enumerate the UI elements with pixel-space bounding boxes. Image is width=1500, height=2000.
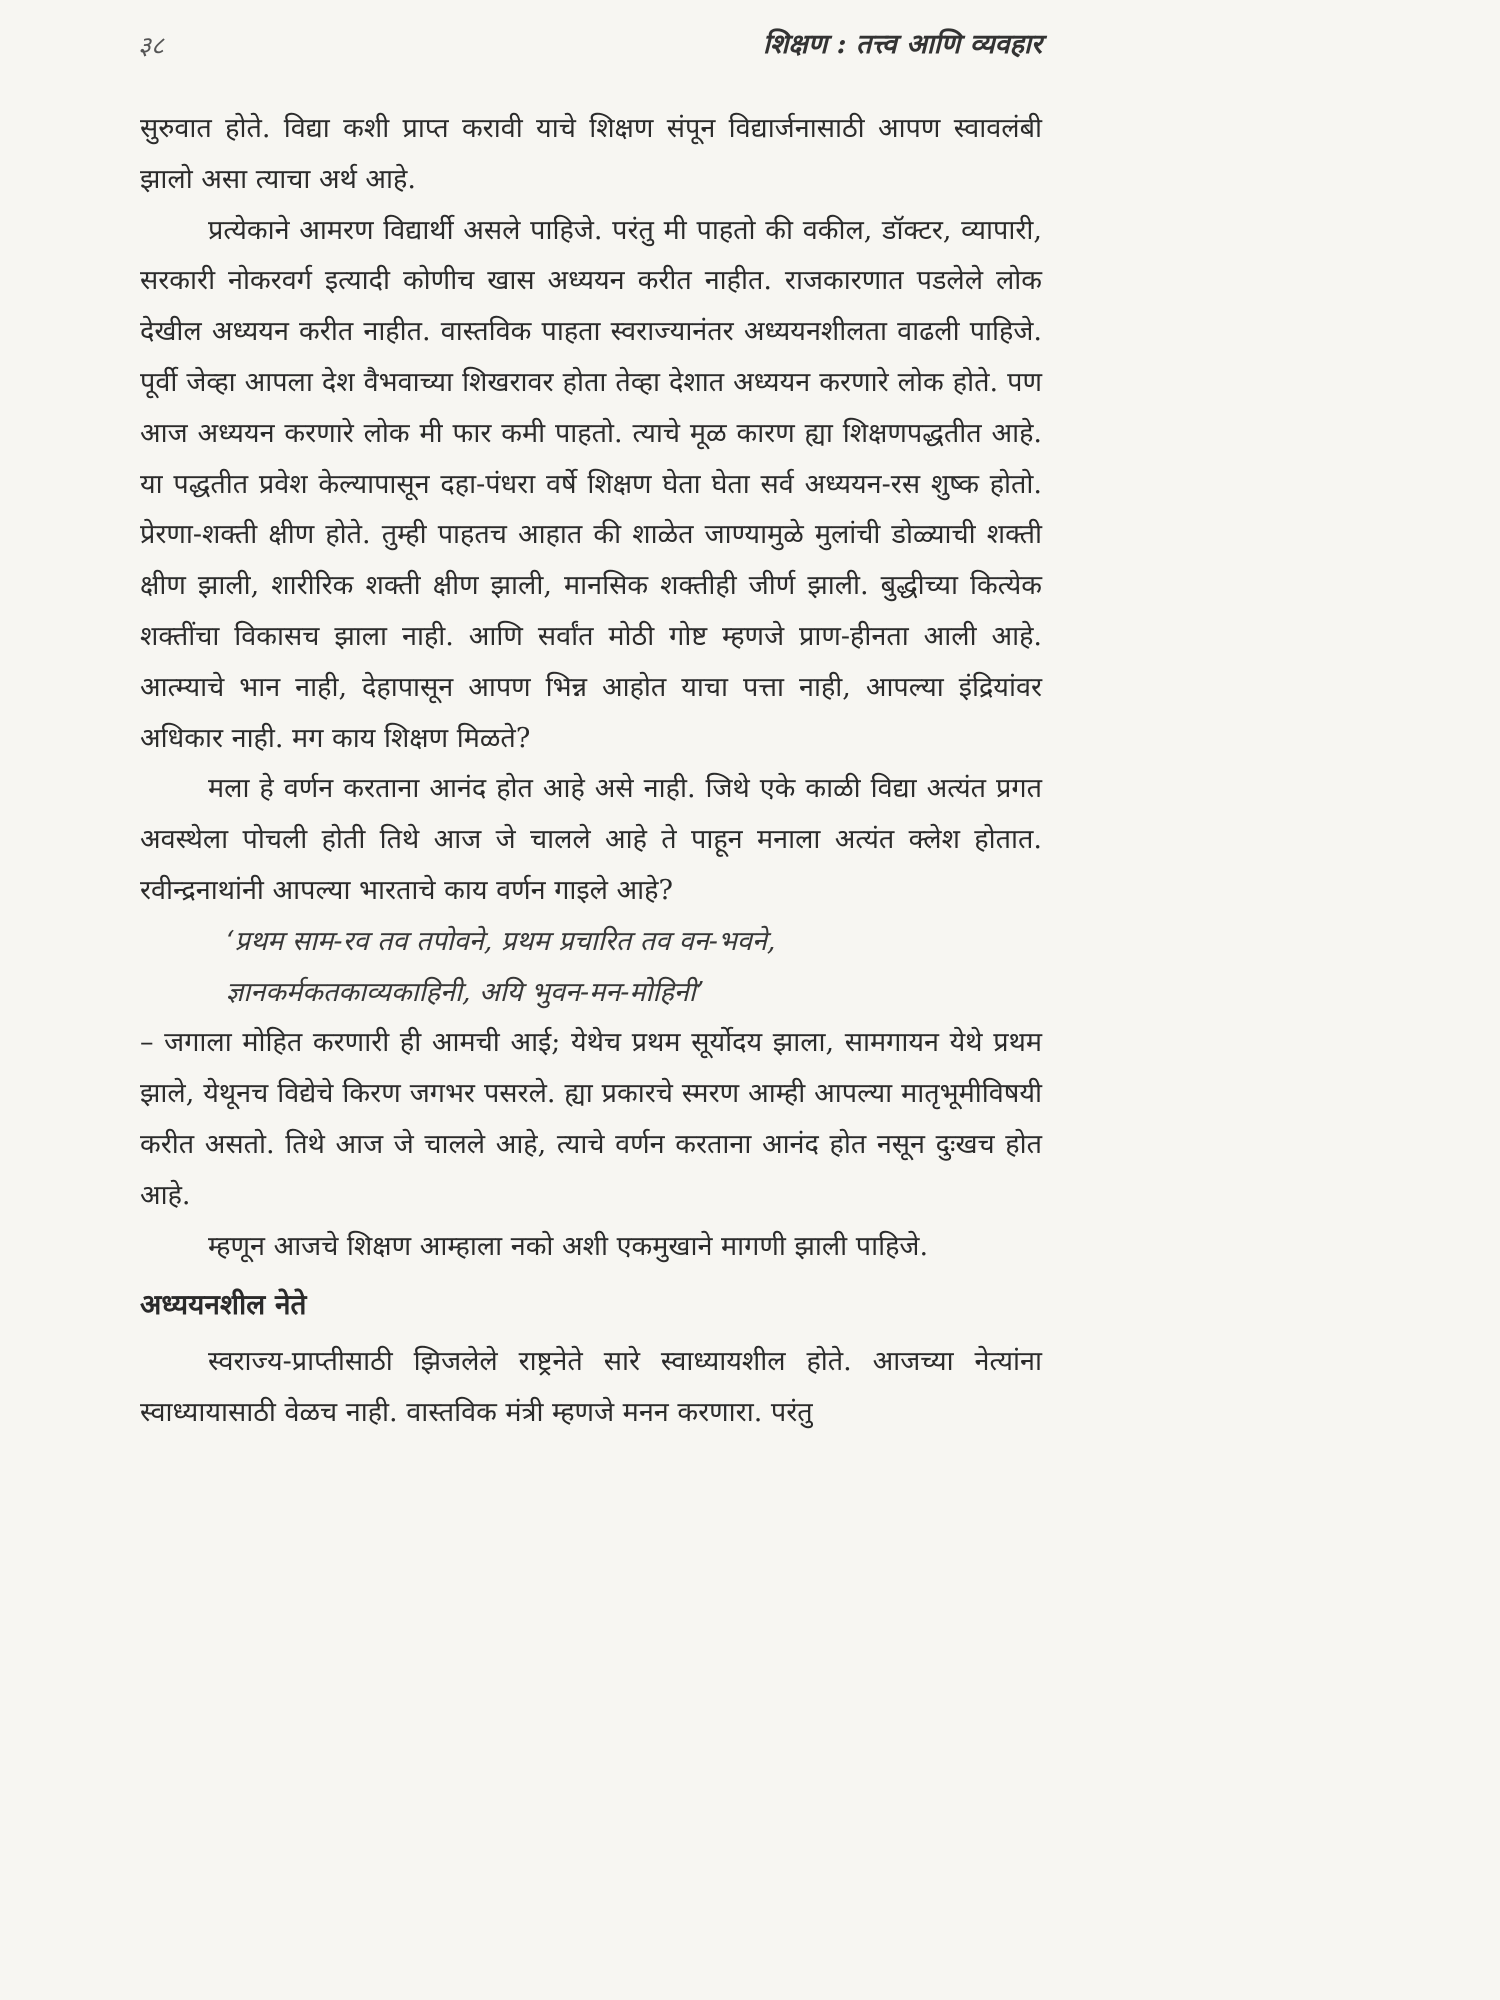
book-title: शिक्षण : तत्त्व आणि व्यवहार <box>762 29 1042 60</box>
page-number: ३८ <box>138 31 165 60</box>
quote-line-1: ‘प्रथम साम-रव तव तपोवने, प्रथम प्रचारित तव वन-भवने, <box>226 925 776 957</box>
paragraph-leaders: स्वराज्य-प्राप्तीसाठी झिजलेले राष्ट्रनेते सारे स्वाध्यायशील होते. आजच्या नेत्यांना स्वाध्यायासाठी वेळच नाही. वास्तविक मंत्री म्हणजे मनन करणारा. परंतु <box>140 1346 1042 1428</box>
running-head <box>138 22 1042 62</box>
paragraph-continued: सुरुवात होते. विद्या कशी प्राप्त करावी याचे शिक्षण संपून विद्यार्जनासाठी आपण स्वावलंबी झालो असा त्याचा अर्थ आहे. <box>140 113 1042 195</box>
quote-line-2: ज्ञानकर्मकतकाव्यकाहिनी, अयि भुवन-मन-मोहिनी’ <box>226 976 705 1008</box>
body-text <box>140 104 1042 1439</box>
paragraph-lament: मला हे वर्णन करताना आनंद होत आहे असे नाही. जिथे एके काळी विद्या अत्यंत प्रगत अवस्थेला पोचली होती तिथे आज जे चालले आहे ते पाहून मनाला अत्यंत क्लेश होतात. रवीन्द्रनाथांनी आपल्या भारताचे काय वर्णन गाइले आहे? <box>140 773 1042 906</box>
paragraph-lifelong-student: प्रत्येकाने आमरण विद्यार्थी असले पाहिजे. परंतु मी पाहतो की वकील, डॉक्टर, व्यापारी, सरकारी नोकरवर्ग इत्यादी कोणीच खास अध्ययन करीत नाहीत. राजकारणात पडलेले लोक देखील अध्ययन करीत नाहीत. वास्तविक पाहता स्वराज्यानंतर अध्ययनशीलता वाढली पाहिजे. पूर्वी जेव्हा आपला देश वैभवाच्या शिखरावर होता तेव्हा देशात अध्ययन करणारे लोक होते. पण आज अध्ययन करणारे लोक मी फार कमी पाहतो. त्याचे मूळ कारण ह्या शिक्षणपद्धतीत आहे. या पद्धतीत प्रवेश केल्यापासून दहा-पंधरा वर्षे शिक्षण घेता घेता सर्व अध्ययन-रस शुष्क होतो. प्रेरणा-शक्ती क्षीण होते. तुम्ही पाहतच आहात की शाळेत जाण्यामुळे मुलांची डोळ्याची शक्ती क्षीण झाली, शारीरिक शक्ती क्षीण झाली, मानसिक शक्तीही जीर्ण झाली. बुद्धीच्या कित्येक शक्तींचा विकासच झाला नाही. आणि सर्वांत मोठी गोष्ट म्हणजे प्राण-हीनता आली आहे. आत्म्याचे भान नाही, देहापासून आपण भिन्न आहोत याचा पत्ता नाही, आपल्या इंद्रियांवर अधिकार नाही. मग काय शिक्षण मिळते? <box>140 214 1042 754</box>
paragraph-demand: म्हणून आजचे शिक्षण आम्हाला नको अशी एकमुखाने मागणी झाली पाहिजे. <box>208 1230 929 1262</box>
section-heading: अध्ययनशील नेते <box>140 1288 307 1322</box>
paragraph-motherland: – जगाला मोहित करणारी ही आमची आई; येथेच प्रथम सूर्योदय झाला, सामगायन येथे प्रथम झाले, येथूनच विद्येचे किरण जगभर पसरले. ह्या प्रकारचे स्मरण आम्ही आपल्या मातृभूमीविषयी करीत असतो. तिथे आज जे चालले आहे, त्याचे वर्णन करताना आनंद होत नसून दुःखच होत आहे. <box>140 1027 1042 1211</box>
